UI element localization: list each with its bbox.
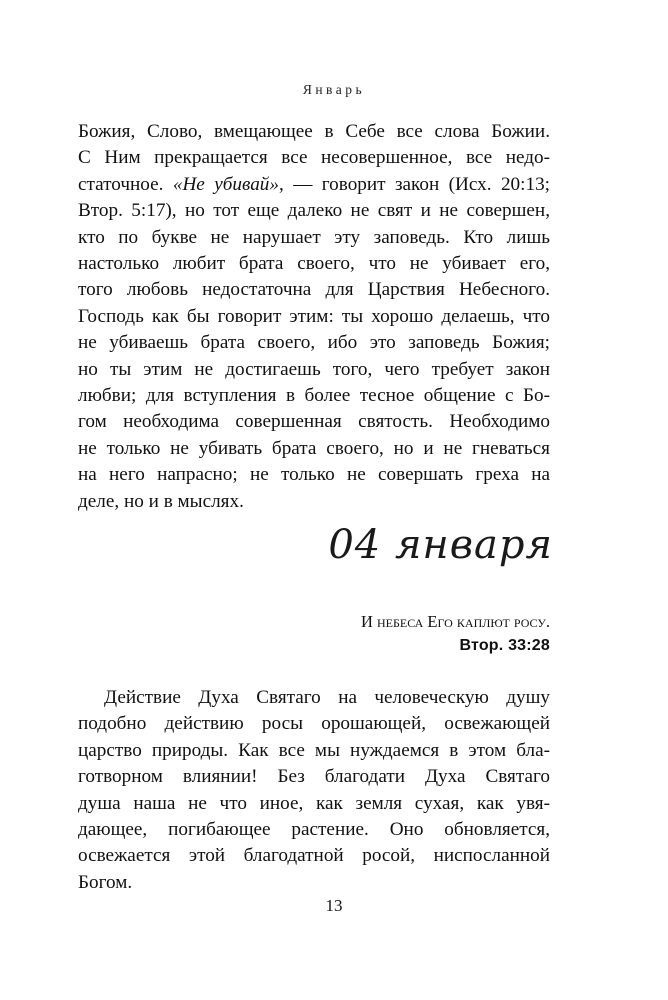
text-line: любви; для вступления в более тесное общение с Бо- <box>78 385 550 407</box>
page-number: 13 <box>325 896 343 915</box>
text-line: того любовь недостаточна для Царствия Небесного. <box>78 279 550 301</box>
text-line: настолько любит брата своего, что не убивает его, <box>78 253 550 275</box>
text-line: душа наша не что иное, как земля сухая, как увя- <box>78 792 550 814</box>
running-header: Январь <box>302 82 366 97</box>
text-line: не убиваешь брата своего, ибо это заповедь Божия; <box>78 332 550 354</box>
epigraph-reference: Втор. 33:28 <box>459 637 550 654</box>
text-line: но ты этим не достигаешь того, чего требует закон <box>78 358 550 380</box>
epigraph-text: И небеса Его каплют росу. <box>360 612 550 631</box>
text-line: гом необходима совершенная святость. Необходимо <box>78 411 550 433</box>
text-line: дающее, погибающее растение. Оно обновляется, <box>78 819 550 841</box>
text-line: не только не убивать брата своего, но и не гневаться <box>78 437 550 459</box>
text-line: на него напрасно; не только не совершать греха на <box>78 464 550 486</box>
text-line: деле, но и в мыслях. <box>78 490 244 512</box>
text-fragment: статочное. <box>78 173 173 195</box>
text-line: Божия, Слово, вмещающее в Себе все слова Божии. <box>78 121 550 142</box>
text-line: Господь как бы говорит этим: ты хорошо делаешь, что <box>78 305 550 327</box>
text-line: Втор. 5:17), но тот еще далеко не свят и не совершен, <box>78 200 550 222</box>
text-line: царство природы. Как все мы нуждаемся в этом бла- <box>78 739 550 761</box>
italic-quote: «Не убивай» <box>172 173 279 195</box>
text-line: освежается этой благодатной росой, ниспосланной <box>78 845 550 867</box>
date-heading: 04 января <box>328 522 553 568</box>
text-line-with-quote <box>78 172 550 198</box>
text-line: готворном влиянии! Без благодати Духа Святаго <box>78 766 550 788</box>
text-line: кто по букве не нарушает эту заповедь. Кто лишь <box>78 226 550 248</box>
text-line: Богом. <box>78 871 133 893</box>
text-fragment: , — говорит закон (Исх. 20:13; <box>278 173 550 195</box>
text-line: С Ним прекращается все несовершенное, все недо- <box>78 147 550 169</box>
paragraph-continued <box>78 119 550 515</box>
text-line: подобно действию росы орошающей, освежающей <box>78 713 550 735</box>
paragraph-main <box>78 685 550 896</box>
text-line: Действие Духа Святаго на человеческую душу <box>104 687 550 708</box>
